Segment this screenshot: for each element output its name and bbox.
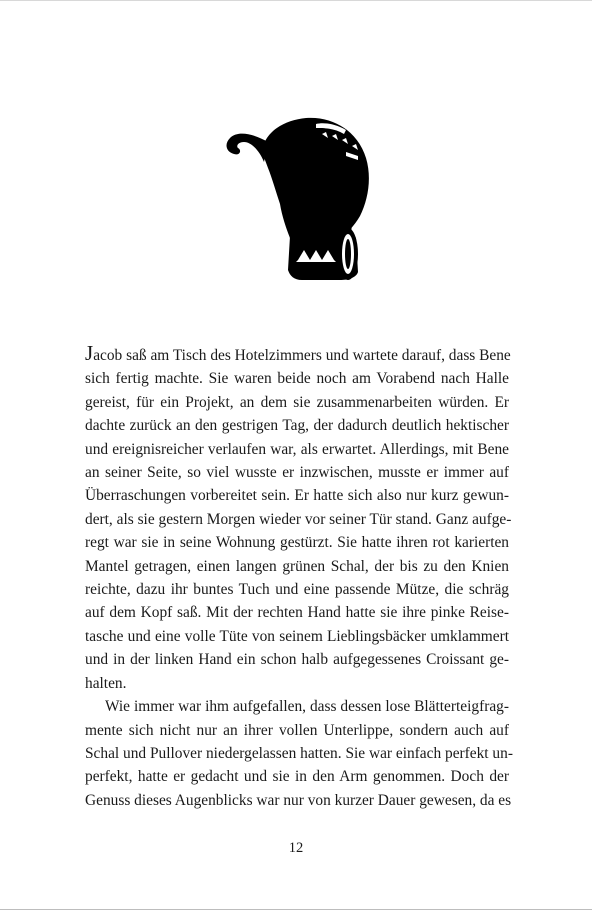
text-line: an seiner Seite, so viel wusste er inzwischen, musste er immer auf	[85, 464, 509, 482]
elephant-on-drum-icon	[224, 112, 370, 284]
page-number: 12	[288, 840, 304, 856]
text-line: sich fertig machte. Sie waren beide noch am Vorabend nach Halle	[85, 370, 509, 388]
initial-letter: J	[85, 341, 94, 365]
text-line: tasche und eine volle Tüte von seinem Lieblingsbäcker umklammert	[85, 627, 509, 645]
text-line: mente sich nicht nur an ihrer vollen Unterlippe, sondern auch auf	[85, 721, 509, 739]
text-line: und in der linken Hand ein schon halb aufgegessenes Croissant ge-	[85, 651, 509, 669]
text-line: auf dem Kopf saß. Mit der rechten Hand hatte sie ihre pinke Reise-	[85, 604, 509, 622]
text-line: Schal und Pullover niedergelassen hatten. Sie war einfach perfekt un-	[85, 744, 513, 762]
text-line: Jacob saß am Tisch des Hotelzimmers und wartete darauf, dass Bene	[85, 341, 511, 365]
text-line: dert, als sie gestern Morgen wieder vor seiner Tür stand. Ganz aufge-	[85, 510, 512, 528]
text-line: Mantel getragen, einen langen grünen Schal, der bis zu den Knien	[85, 557, 509, 575]
page-bottom-edge	[0, 909, 592, 910]
paragraph-1	[85, 341, 512, 695]
page-top-edge	[0, 0, 592, 1]
text-line: gereist, für ein Projekt, an dem sie zusammenarbeiten würden. Er	[85, 393, 509, 411]
text-line: dachte zurück an den gestrigen Tag, der dadurch deutlich hektischer	[85, 417, 509, 435]
text-line: Genuss dieses Augenblicks war nur von kurzer Dauer gewesen, da es	[85, 791, 512, 809]
body-text	[85, 341, 513, 812]
text-line: Wie immer war ihm aufgefallen, dass dessen lose Blätterteigfrag-	[105, 698, 509, 716]
text-line: perfekt, hatte er gedacht und sie in den Arm genommen. Doch der	[85, 768, 509, 786]
text-line: Überraschungen vorbereitet sein. Er hatte sich also nur kurz gewun-	[85, 487, 509, 505]
text-line: regt war sie in seine Wohnung gestürzt. Sie hatte ihren rot karierten	[85, 534, 509, 552]
text-line: halten.	[85, 674, 127, 692]
text-line: und ereignisreicher verlaufen war, als erwartet. Allerdings, mit Bene	[85, 440, 509, 458]
paragraph-2	[85, 695, 513, 812]
text-line: reichte, dazu ihr buntes Tuch und eine passende Mütze, die schräg	[85, 581, 509, 599]
